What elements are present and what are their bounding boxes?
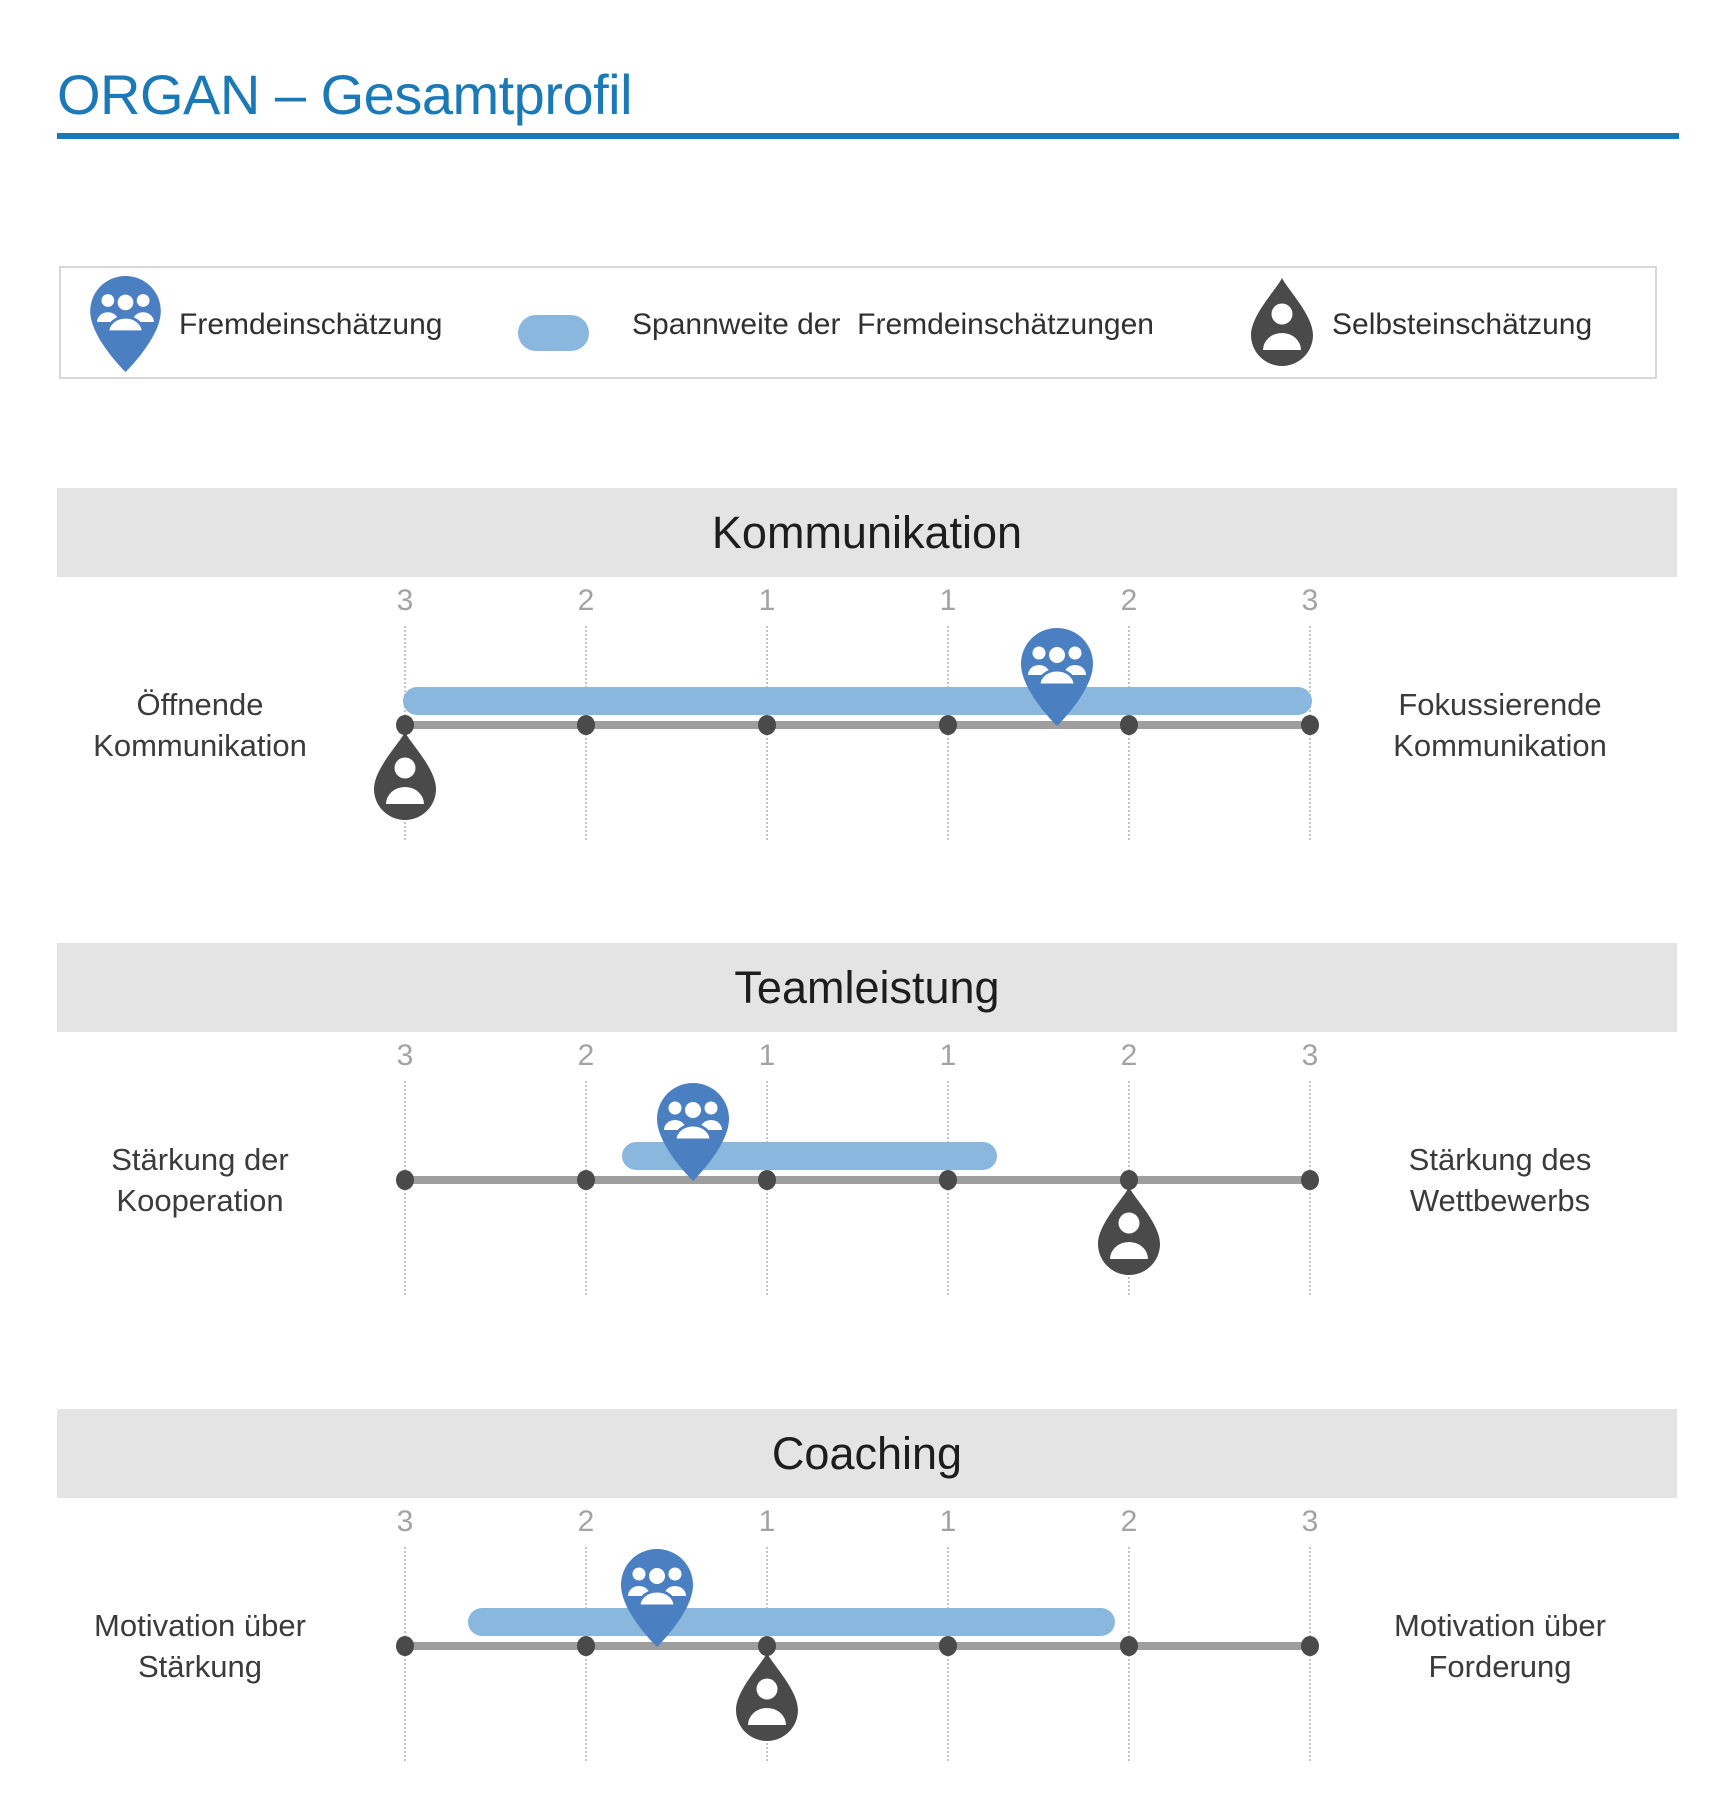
- axis-tick-dot: [1120, 1636, 1138, 1656]
- section-band: [57, 1409, 1677, 1498]
- self-drop-icon: [1247, 277, 1317, 369]
- section-title: Teamleistung: [734, 962, 1000, 1013]
- axis-line: [397, 721, 1319, 729]
- section-title: Kommunikation: [711, 507, 1023, 558]
- selbsteinschaetzung-drop-icon: [370, 731, 440, 823]
- chart-kommunikation: [0, 488, 1736, 868]
- tick-label: 1: [939, 1505, 957, 1538]
- right-pole-label: Stärkung des Wettbewerbs: [1408, 1142, 1592, 1218]
- tick-label: 2: [577, 584, 595, 617]
- legend-label-spannweite: Spannweite der Fremdeinschätzungen: [632, 308, 1154, 341]
- axis-tick-dot: [758, 715, 776, 735]
- range-bar: [403, 687, 1312, 715]
- axis-tick-dot: [1301, 1170, 1319, 1190]
- fremdeinschaetzung-pin-icon: [1020, 627, 1094, 727]
- axis-tick-dot: [577, 715, 595, 735]
- axis-line: [397, 1176, 1319, 1184]
- fremdeinschaetzung-pin-icon: [620, 1548, 694, 1648]
- selbsteinschaetzung-drop-icon: [732, 1652, 802, 1744]
- tick-label: 2: [577, 1505, 595, 1538]
- tick-label: 3: [396, 584, 414, 617]
- legend: [59, 266, 1657, 379]
- tick-label: 1: [758, 584, 776, 617]
- axis-tick-dot: [1301, 715, 1319, 735]
- axis-line: [397, 1642, 1319, 1650]
- tick-label: 3: [1301, 584, 1319, 617]
- axis-tick-dot: [758, 1170, 776, 1190]
- range-pill-icon: [518, 315, 589, 351]
- tick-label: 3: [396, 1505, 414, 1538]
- section-band: [57, 943, 1677, 1032]
- section-band: [57, 488, 1677, 577]
- axis-tick-dot: [396, 1636, 414, 1656]
- section-title: Coaching: [771, 1428, 963, 1479]
- axis-tick-dot: [1120, 715, 1138, 735]
- left-pole-label: Motivation über Stärkung: [94, 1608, 306, 1684]
- axis-tick-dot: [939, 715, 957, 735]
- tick-label: 1: [939, 1039, 957, 1072]
- left-pole-label: Stärkung der Kooperation: [111, 1142, 289, 1218]
- tick-label: 2: [1120, 1039, 1138, 1072]
- right-pole-label: Motivation über Forderung: [1394, 1608, 1606, 1684]
- range-bar: [468, 1608, 1114, 1636]
- tick-label: 3: [396, 1039, 414, 1072]
- tick-label: 2: [1120, 584, 1138, 617]
- axis-tick-dot: [939, 1170, 957, 1190]
- tick-label: 3: [1301, 1039, 1319, 1072]
- axis-tick-dot: [939, 1636, 957, 1656]
- tick-label: 1: [939, 584, 957, 617]
- group-pin-icon: [89, 275, 162, 373]
- chart-coaching: [0, 1409, 1736, 1789]
- axis-tick-dot: [577, 1636, 595, 1656]
- title-rule: [57, 133, 1679, 139]
- selbsteinschaetzung-drop-icon: [1094, 1186, 1164, 1278]
- tick-label: 1: [758, 1039, 776, 1072]
- fremdeinschaetzung-pin-icon: [656, 1082, 730, 1182]
- tick-label: 2: [577, 1039, 595, 1072]
- legend-label-fremdeinschaetzung: Fremdeinschätzung: [179, 308, 443, 341]
- right-pole-label: Fokussierende Kommunikation: [1393, 687, 1607, 763]
- chart-teamleistung: [0, 943, 1736, 1323]
- tick-label: 2: [1120, 1505, 1138, 1538]
- page-title: ORGAN – Gesamtprofil: [57, 63, 633, 126]
- axis-tick-dot: [396, 1170, 414, 1190]
- legend-label-selbsteinschaetzung: Selbsteinschätzung: [1332, 308, 1593, 341]
- tick-label: 1: [758, 1505, 776, 1538]
- axis-tick-dot: [1301, 1636, 1319, 1656]
- left-pole-label: Öffnende Kommunikation: [93, 687, 307, 763]
- axis-tick-dot: [577, 1170, 595, 1190]
- tick-label: 3: [1301, 1505, 1319, 1538]
